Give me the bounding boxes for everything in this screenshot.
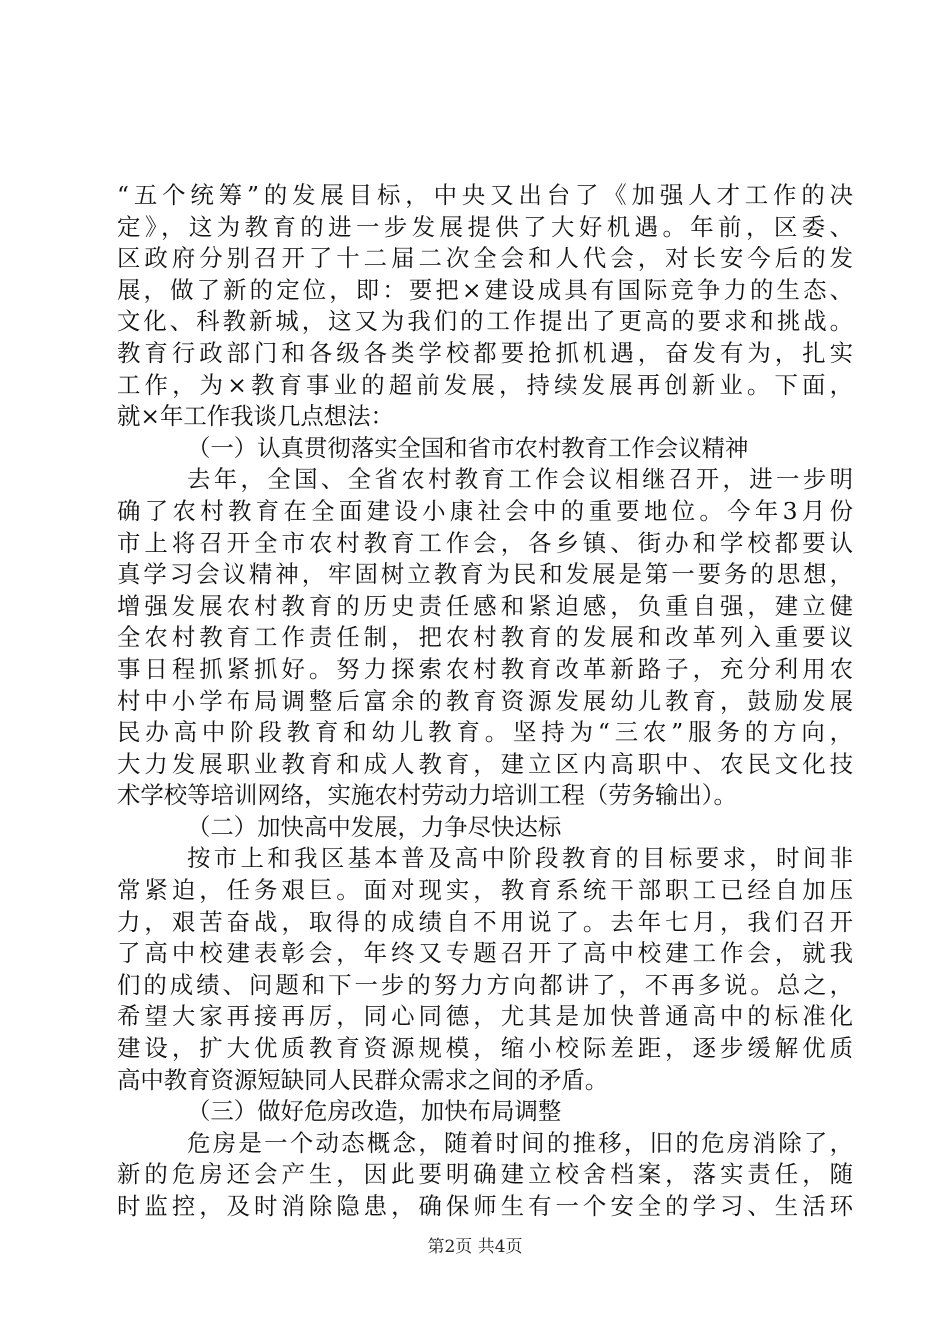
text-line: 建设，扩大优质教育资源规模，缩小校际差距，逐步缓解优质	[117, 1034, 853, 1063]
page-footer	[0, 1236, 950, 1258]
text-line: 们的成绩、问题和下一步的努力方向都讲了，不再多说。总之，	[117, 970, 853, 999]
text-line: 时监控，及时消除隐患，确保师生有一个安全的学习、生活环	[117, 1192, 853, 1220]
text-line: 危房是一个动态概念，随着时间的推移，旧的危房消除了，	[187, 1128, 853, 1157]
text-line: 大力发展职业教育和成人教育，建立区内高职中、农民文化技	[117, 749, 853, 778]
text-line: 民办高中阶段教育和幼儿教育。坚持为“三农”服务的方向，	[117, 718, 853, 747]
text-line: 村中小学布局调整后富余的教育资源发展幼儿教育，鼓励发展	[117, 686, 853, 715]
text-line: 工作，为×教育事业的超前发展，持续发展再创新业。下面，	[117, 370, 853, 399]
text-line: 力，艰苦奋战，取得的成绩自不用说了。去年七月，我们召开	[117, 907, 853, 936]
text-line: 按市上和我区基本普及高中阶段教育的目标要求，时间非	[187, 844, 853, 873]
text-line: 希望大家再接再厉，同心同德，尤其是加快普通高中的标准化	[117, 1002, 853, 1031]
text-line: 文化、科教新城，这又为我们的工作提出了更高的要求和挑战。	[117, 307, 853, 336]
text-line: 常紧迫，任务艰巨。面对现实，教育系统干部职工已经自加压	[117, 876, 853, 905]
document-body	[117, 180, 853, 1223]
text-line: 展，做了新的定位，即：要把×建设成具有国际竞争力的生态、	[117, 275, 853, 304]
page-indicator: 第2页 共4页	[427, 1237, 523, 1257]
section-heading: （二）加快高中发展，力争尽快达标	[187, 812, 562, 841]
text-line: 区政府分别召开了十二届二次全会和人代会，对长安今后的发	[117, 244, 853, 273]
text-line: 术学校等培训网络，实施农村劳动力培训工程（劳务输出）。	[117, 781, 737, 810]
text-line: 定》，这为教育的进一步发展提供了大好机遇。年前，区委、	[117, 212, 853, 241]
text-line: 教育行政部门和各级各类学校都要抢抓机遇，奋发有为，扎实	[117, 338, 853, 367]
text-line: 事日程抓紧抓好。努力探索农村教育改革新路子，充分利用农	[117, 654, 853, 683]
text-line: “五个统筹”的发展目标，中央又出台了《加强人才工作的决	[117, 181, 853, 209]
text-line: 增强发展农村教育的历史责任感和紧迫感，负重自强，建立健	[117, 591, 853, 620]
text-line: 高中教育资源短缺同人民群众需求之间的矛盾。	[117, 1065, 609, 1094]
section-heading: （三）做好危房改造，加快布局调整	[187, 1097, 562, 1126]
text-line: 真学习会议精神，牢固树立教育为民和发展是第一要务的思想，	[117, 560, 853, 589]
text-line: 就×年工作我谈几点想法：	[117, 402, 394, 431]
section-heading: （一）认真贯彻落实全国和省市农村教育工作会议精神	[187, 433, 749, 462]
text-line: 去年，全国、全省农村教育工作会议相继召开，进一步明	[187, 465, 853, 494]
text-line: 了高中校建表彰会，年终又专题召开了高中校建工作会，就我	[117, 939, 853, 968]
text-line: 全农村教育工作责任制，把农村教育的发展和改革列入重要议	[117, 623, 853, 652]
text-line: 市上将召开全市农村教育工作会，各乡镇、街办和学校都要认	[117, 528, 853, 557]
text-line: 新的危房还会产生，因此要明确建立校舍档案，落实责任，随	[117, 1160, 853, 1189]
text-line: 确了农村教育在全面建设小康社会中的重要地位。今年3月份	[117, 496, 853, 525]
